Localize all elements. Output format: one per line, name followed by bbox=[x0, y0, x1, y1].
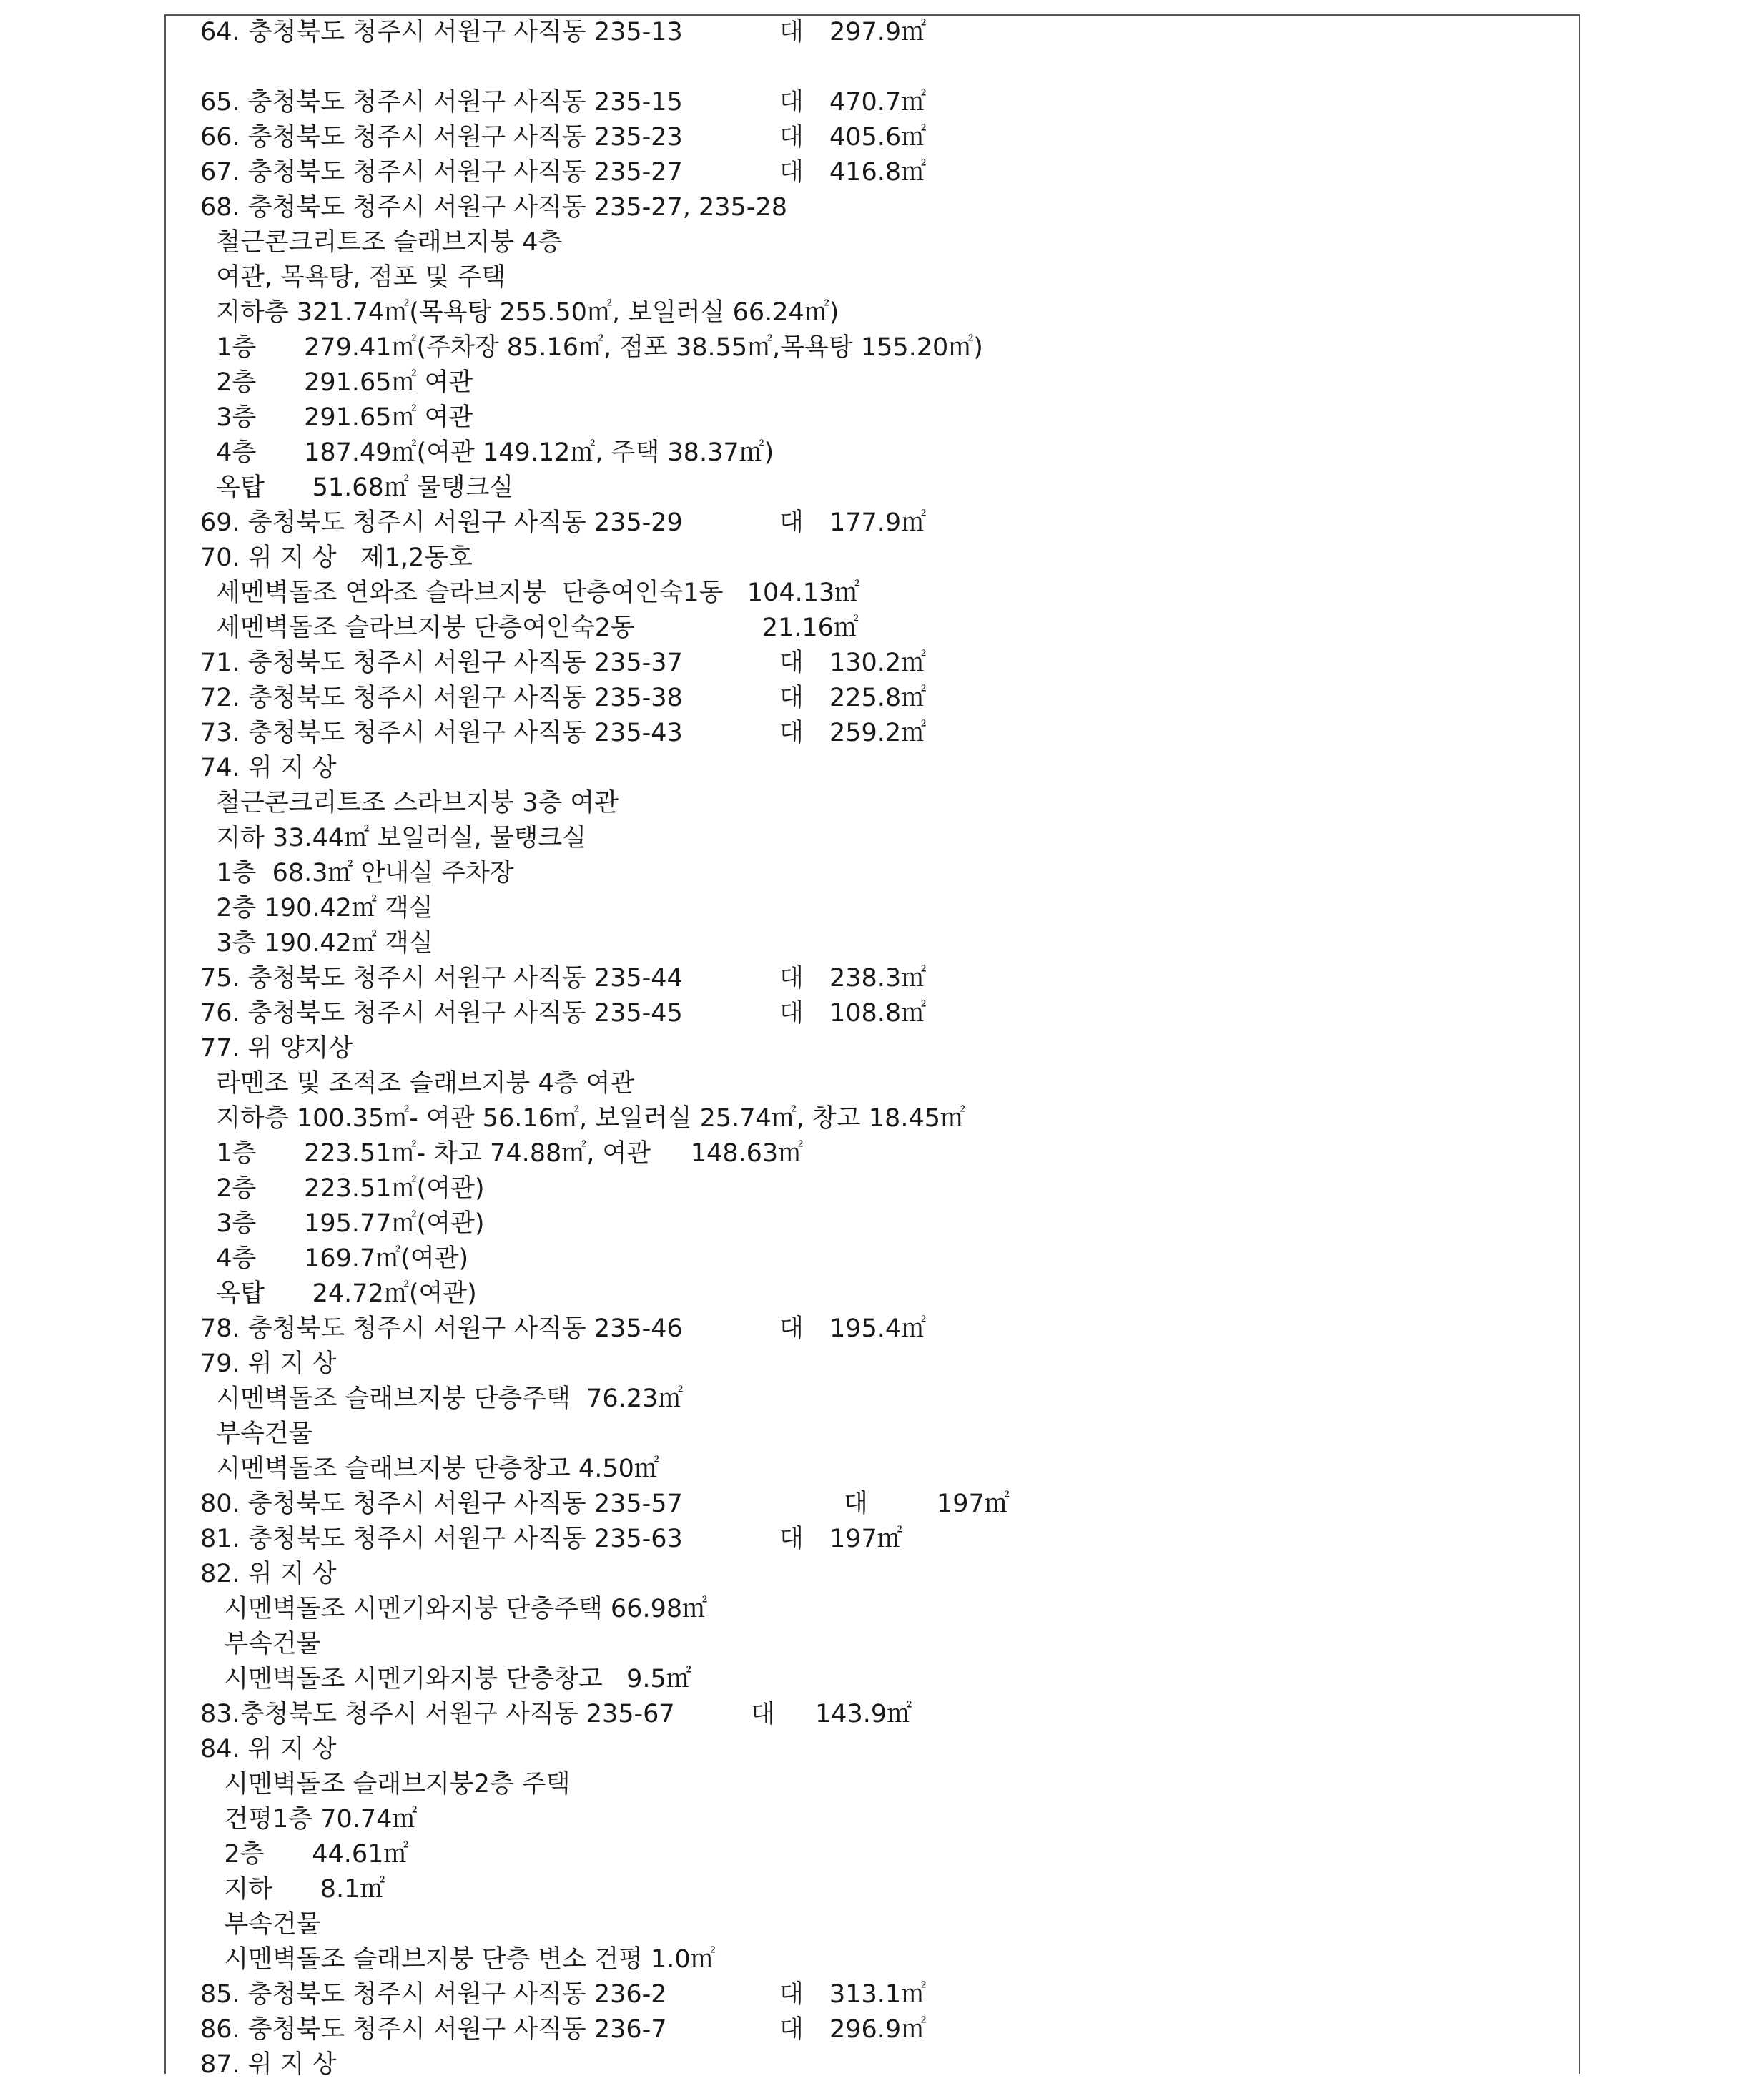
land-category: 대 bbox=[779, 88, 804, 117]
document-frame bbox=[164, 14, 1580, 2079]
line-text: 81. 충청북도 청주시 서원구 사직동 235-63 bbox=[200, 1525, 683, 1553]
land-category: 대 bbox=[779, 18, 804, 46]
line-text: 부속건물 bbox=[200, 1420, 313, 1448]
land-category: 대 bbox=[779, 684, 804, 712]
line-text: 세멘벽돌조 연와조 슬라브지붕 단층여인숙1동 104.13㎡ bbox=[200, 579, 860, 607]
line-text: 2층 190.42㎡ 객실 bbox=[200, 894, 433, 923]
land-area: 225.8㎡ bbox=[829, 684, 927, 712]
land-category: 대 bbox=[779, 649, 804, 677]
line-text: 73. 충청북도 청주시 서원구 사직동 235-43 bbox=[200, 719, 683, 747]
line-text: 75. 충청북도 청주시 서원구 사직동 235-44 bbox=[200, 964, 683, 993]
line-text: 시멘벽돌조 슬래브지붕 단층주택 76.23㎡ bbox=[200, 1384, 684, 1413]
land-category: 대 bbox=[751, 1700, 775, 1728]
line-text: 1층 68.3㎡ 안내실 주차장 bbox=[200, 859, 514, 887]
line-text: 72. 충청북도 청주시 서원구 사직동 235-38 bbox=[200, 684, 683, 712]
land-area: 238.3㎡ bbox=[829, 964, 927, 993]
land-category: 대 bbox=[779, 964, 804, 993]
line-text: 67. 충청북도 청주시 서원구 사직동 235-27 bbox=[200, 158, 683, 187]
land-category: 대 bbox=[779, 158, 804, 187]
line-text: 시멘벽돌조 슬래브지붕 단층창고 4.50㎡ bbox=[200, 1455, 659, 1483]
land-area: 177.9㎡ bbox=[829, 508, 927, 537]
line-text: 77. 위 양지상 bbox=[200, 1034, 353, 1063]
line-text: 4층 169.7㎡(여관) bbox=[200, 1244, 469, 1273]
land-area: 108.8㎡ bbox=[829, 999, 927, 1028]
line-text: 83.충청북도 청주시 서원구 사직동 235-67 bbox=[200, 1700, 675, 1728]
line-text: 2층 291.65㎡ 여관 bbox=[200, 368, 473, 397]
land-area: 259.2㎡ bbox=[829, 719, 927, 747]
line-text: 80. 충청북도 청주시 서원구 사직동 235-57 bbox=[200, 1490, 683, 1518]
line-text: 3층 291.65㎡ 여관 bbox=[200, 403, 473, 432]
line-text: 시멘벽돌조 시멘기와지붕 단층창고 9.5㎡ bbox=[200, 1665, 691, 1693]
line-text: 건평1층 70.74㎡ bbox=[200, 1805, 418, 1834]
land-category: 대 bbox=[779, 719, 804, 747]
line-text: 지하층 100.35㎡- 여관 56.16㎡, 보일러실 25.74㎡, 창고 18.45㎡ bbox=[200, 1104, 965, 1133]
line-text: 시멘벽돌조 슬래브지붕 단층 변소 건평 1.0㎡ bbox=[200, 1945, 716, 1974]
land-area: 296.9㎡ bbox=[829, 2015, 927, 2044]
line-text: 2층 44.61㎡ bbox=[200, 1840, 409, 1869]
line-text: 74. 위 지 상 bbox=[200, 754, 337, 782]
land-area: 470.7㎡ bbox=[829, 88, 927, 117]
line-text: 옥탑 51.68㎡ 물탱크실 bbox=[200, 473, 514, 502]
line-text: 지하 33.44㎡ 보일러실, 물탱크실 bbox=[200, 824, 587, 852]
line-text: 3층 190.42㎡ 객실 bbox=[200, 929, 433, 958]
line-text: 라멘조 및 조적조 슬래브지붕 4층 여관 bbox=[200, 1069, 635, 1098]
line-text: 76. 충청북도 청주시 서원구 사직동 235-45 bbox=[200, 999, 683, 1028]
line-text: 69. 충청북도 청주시 서원구 사직동 235-29 bbox=[200, 508, 683, 537]
line-text: 78. 충청북도 청주시 서원구 사직동 235-46 bbox=[200, 1314, 683, 1343]
line-text: 68. 충청북도 청주시 서원구 사직동 235-27, 235-28 bbox=[200, 193, 788, 222]
line-text: 부속건물 bbox=[200, 1910, 321, 1939]
line-text: 세멘벽돌조 슬라브지붕 단층여인숙2동 21.16㎡ bbox=[200, 614, 859, 642]
land-area: 195.4㎡ bbox=[829, 1314, 927, 1343]
land-area: 297.9㎡ bbox=[829, 18, 927, 46]
line-text: 1층 223.51㎡- 차고 74.88㎡, 여관 148.63㎡ bbox=[200, 1139, 804, 1168]
line-text: 85. 충청북도 청주시 서원구 사직동 236-2 bbox=[200, 1980, 667, 2009]
line-text: 1층 279.41㎡(주차장 85.16㎡, 점포 38.55㎡,목욕탕 155.20㎡) bbox=[200, 333, 983, 362]
land-area: 197㎡ bbox=[829, 1525, 902, 1553]
line-text: 82. 위 지 상 bbox=[200, 1560, 337, 1588]
land-category: 대 bbox=[779, 999, 804, 1028]
land-area: 197㎡ bbox=[937, 1490, 1010, 1518]
land-category: 대 bbox=[779, 1314, 804, 1343]
land-area: 416.8㎡ bbox=[829, 158, 927, 187]
line-text: 여관, 목욕탕, 점포 및 주택 bbox=[200, 263, 506, 292]
line-text: 70. 위 지 상 제1,2동호 bbox=[200, 543, 473, 572]
land-category: 대 bbox=[779, 1525, 804, 1553]
line-text: 64. 충청북도 청주시 서원구 사직동 235-13 bbox=[200, 18, 683, 46]
line-text: 철근콘크리트조 슬래브지붕 4층 bbox=[200, 228, 563, 257]
line-text: 3층 195.77㎡(여관) bbox=[200, 1209, 485, 1238]
line-text: 철근콘크리트조 스라브지붕 3층 여관 bbox=[200, 789, 619, 817]
land-category: 대 bbox=[779, 1980, 804, 2009]
land-category: 대 bbox=[779, 123, 804, 152]
line-text: 지하 8.1㎡ bbox=[200, 1875, 385, 1904]
land-area: 130.2㎡ bbox=[829, 649, 927, 677]
line-text: 86. 충청북도 청주시 서원구 사직동 236-7 bbox=[200, 2015, 667, 2044]
line-text: 지하층 321.74㎡(목욕탕 255.50㎡, 보일러실 66.24㎡) bbox=[200, 298, 839, 327]
line-text: 79. 위 지 상 bbox=[200, 1349, 337, 1378]
land-category: 대 bbox=[779, 508, 804, 537]
land-category: 대 bbox=[779, 2015, 804, 2044]
line-text: 부속건물 bbox=[200, 1630, 321, 1658]
line-text: 4층 187.49㎡(여관 149.12㎡, 주택 38.37㎡) bbox=[200, 438, 774, 467]
land-category: 대 bbox=[844, 1490, 868, 1518]
land-area: 143.9㎡ bbox=[815, 1700, 912, 1728]
line-text: 2층 223.51㎡(여관) bbox=[200, 1174, 485, 1203]
line-text: 시멘벽돌조 슬래브지붕2층 주택 bbox=[200, 1770, 571, 1799]
line-text: 시멘벽돌조 시멘기와지붕 단층주택 66.98㎡ bbox=[200, 1595, 708, 1623]
land-area: 405.6㎡ bbox=[829, 123, 927, 152]
line-text: 65. 충청북도 청주시 서원구 사직동 235-15 bbox=[200, 88, 683, 117]
line-text: 71. 충청북도 청주시 서원구 사직동 235-37 bbox=[200, 649, 683, 677]
line-text: 84. 위 지 상 bbox=[200, 1735, 337, 1763]
line-text: 87. 위 지 상 bbox=[200, 2050, 337, 2079]
line-text: 옥탑 24.72㎡(여관) bbox=[200, 1279, 477, 1308]
line-text: 66. 충청북도 청주시 서원구 사직동 235-23 bbox=[200, 123, 683, 152]
land-area: 313.1㎡ bbox=[829, 1980, 927, 2009]
